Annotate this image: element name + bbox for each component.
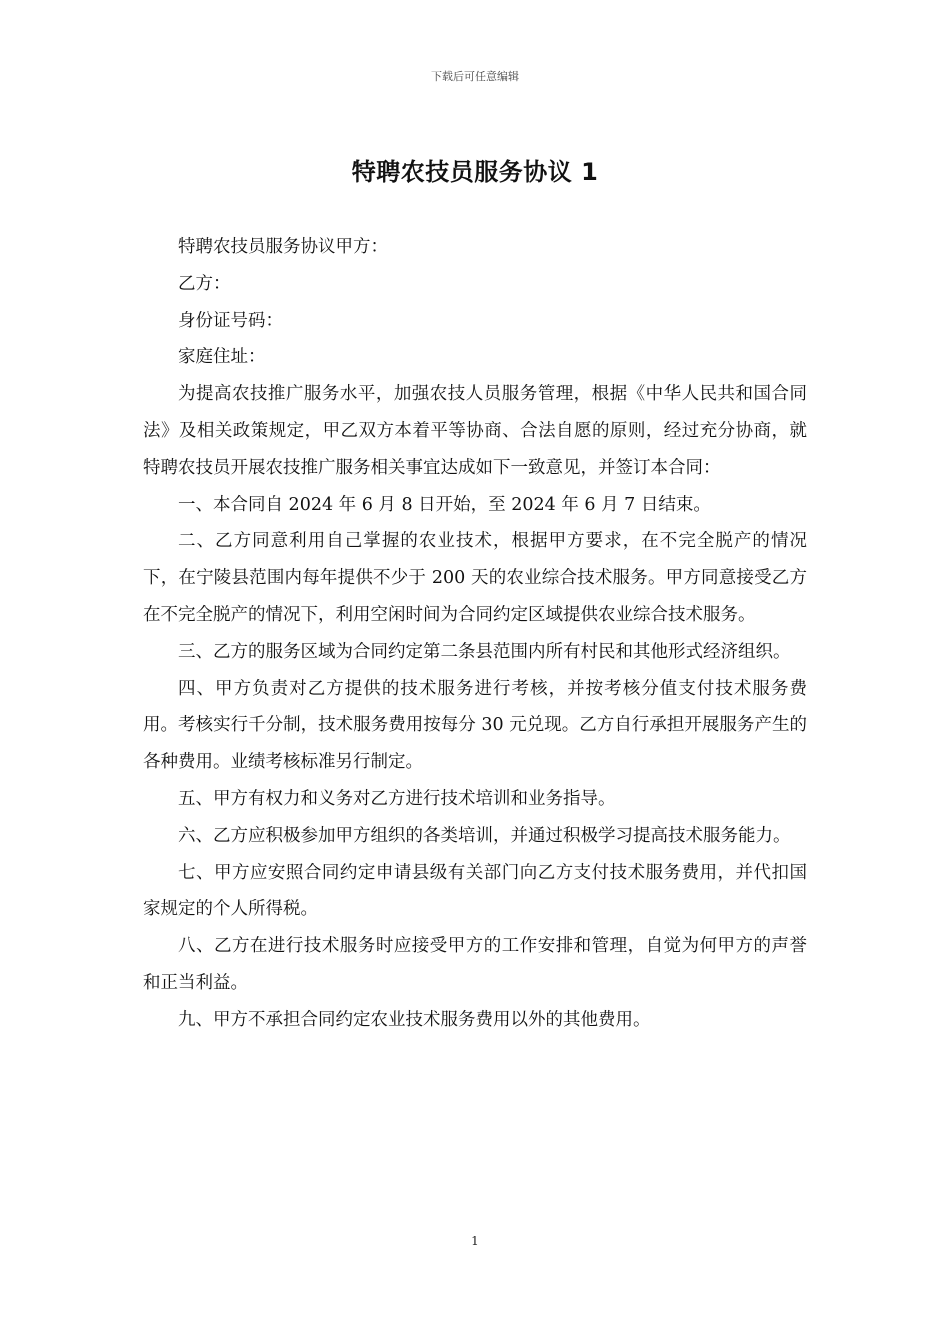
party-b-line: 乙方： [178, 273, 231, 294]
clause-6: 六、乙方应积极参加甲方组织的各类培训，并通过积极学习提高技术服务能力。 [178, 825, 791, 846]
clause-2: 二、乙方同意利用自己掌握的农业技术，根据甲方要求，在不完全脱产的情况下，在宁陵县范围内每年提供不少于 200 天的农业综合技术服务。甲方同意接受乙方在不完全脱产的情况下，利用空闲时间为合同约定区域提供农业综合技术服务。 [143, 531, 807, 625]
id-number-line: 身份证号码： [178, 310, 283, 331]
clause-3: 三、乙方的服务区域为合同约定第二条县范围内所有村民和其他形式经济组织。 [178, 641, 791, 662]
document-title: 特聘农技员服务协议 1 [351, 158, 599, 186]
clause-7: 七、甲方应安照合同约定申请县级有关部门向乙方支付技术服务费用，并代扣国家规定的个人所得税。 [143, 862, 807, 920]
clause-5: 五、甲方有权力和义务对乙方进行技术培训和业务指导。 [178, 788, 616, 809]
page-header-note: 下载后可任意编辑 [431, 70, 519, 83]
party-a-line: 特聘农技员服务协议甲方： [178, 237, 388, 257]
clause-4: 四、甲方负责对乙方提供的技术服务进行考核，并按考核分值支付技术服务费用。考核实行千分制，技术服务费用按每分 30 元兑现。乙方自行承担开展服务产生的各种费用。业绩考核标准另行制定。 [143, 678, 807, 773]
home-address-line: 家庭住址： [178, 347, 266, 368]
clause-1: 一、本合同自 2024 年 6 月 8 日开始，至 2024 年 6 月 7 日结束。 [178, 494, 711, 515]
document-body [143, 229, 807, 1039]
clause-8: 八、乙方在进行技术服务时应接受甲方的工作安排和管理，自觉为何甲方的声誉和正当利益。 [143, 936, 807, 993]
preamble-paragraph: 为提高农技推广服务水平，加强农技人员服务管理，根据《中华人民共和国合同法》及相关政策规定，甲乙双方本着平等协商、合法自愿的原则，经过充分协商，就特聘农技员开展农技推广服务相关事宜达成如下一致意见，并签订本合同： [143, 384, 807, 478]
clause-9: 九、甲方不承担合同约定农业技术服务费用以外的其他费用。 [178, 1009, 651, 1030]
page-number: 1 [471, 1234, 479, 1248]
